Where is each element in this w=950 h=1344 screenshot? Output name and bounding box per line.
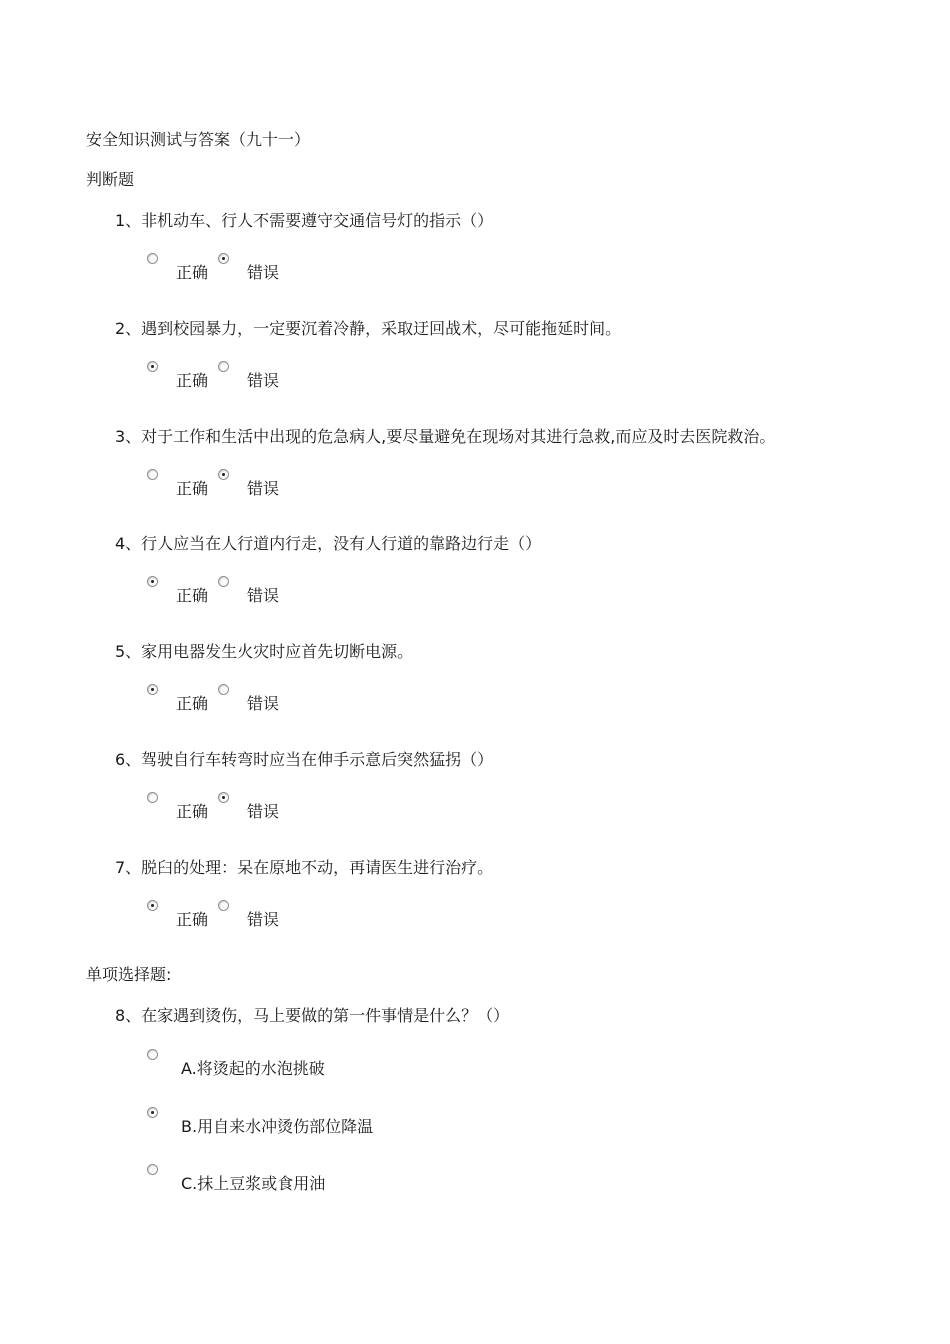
question-5-false-label: 错误 xyxy=(247,694,280,714)
question-8-option-b-label: B.用自来水冲烫伤部位降温 xyxy=(181,1116,374,1136)
section-heading-single-choice: 单项选择题: xyxy=(86,965,172,984)
question-3-false-radio[interactable] xyxy=(218,469,229,480)
question-8-option-a-radio[interactable] xyxy=(147,1049,158,1060)
question-7-true-label: 正确 xyxy=(176,909,209,929)
question-7-false-radio[interactable] xyxy=(218,900,229,911)
question-8-option-b-radio[interactable] xyxy=(147,1107,158,1118)
question-4-true-radio[interactable] xyxy=(147,576,158,587)
question-1-true-label: 正确 xyxy=(176,263,209,282)
question-4-text: 4、行人应当在人行道内行走，没有人行道的靠路边行走（） xyxy=(115,534,542,554)
question-1-false-label: 错误 xyxy=(247,263,280,282)
question-6-false-label: 错误 xyxy=(247,802,280,821)
question-3-true-label: 正确 xyxy=(176,478,209,498)
question-2-text: 2、遇到校园暴力，一定要沉着冷静，采取迂回战术，尽可能拖延时间。 xyxy=(115,318,622,338)
question-7-true-radio[interactable] xyxy=(147,900,158,911)
question-3-false-label: 错误 xyxy=(247,478,280,498)
question-5-true-label: 正确 xyxy=(176,694,209,714)
question-3-true-radio[interactable] xyxy=(147,469,158,480)
question-5-false-radio[interactable] xyxy=(218,684,229,695)
question-6-true-radio[interactable] xyxy=(147,792,158,803)
question-8-text: 8、在家遇到烫伤，马上要做的第一件事情是什么？（） xyxy=(115,1006,510,1025)
question-6-text: 6、驾驶自行车转弯时应当在伸手示意后突然猛拐（） xyxy=(115,750,494,769)
question-8-option-c-radio[interactable] xyxy=(147,1164,158,1175)
question-3-text: 3、对于工作和生活中出现的危急病人,要尽量避免在现场对其进行急救,而应及时去医院救治。 xyxy=(115,426,776,446)
question-4-true-label: 正确 xyxy=(176,586,209,606)
question-7-text: 7、脱臼的处理：呆在原地不动，再请医生进行治疗。 xyxy=(115,857,494,877)
question-2-true-label: 正确 xyxy=(176,370,209,390)
question-4-false-radio[interactable] xyxy=(218,576,229,587)
page-title: 安全知识测试与答案（九十一） xyxy=(86,130,311,149)
question-2-true-radio[interactable] xyxy=(147,361,158,372)
question-1-true-radio[interactable] xyxy=(147,253,158,264)
question-1-text: 1、非机动车、行人不需要遵守交通信号灯的指示（） xyxy=(115,211,494,230)
question-7-false-label: 错误 xyxy=(247,909,280,929)
question-8-option-a-label: A.将烫起的水泡挑破 xyxy=(181,1059,325,1078)
question-6-false-radio[interactable] xyxy=(218,792,229,803)
question-2-false-label: 错误 xyxy=(247,370,280,390)
section-heading-judge: 判断题 xyxy=(86,170,135,189)
question-8-option-c-label: C.抹上豆浆或食用油 xyxy=(181,1174,326,1193)
question-5-text: 5、家用电器发生火灾时应首先切断电源。 xyxy=(115,642,414,662)
question-2-false-radio[interactable] xyxy=(218,361,229,372)
question-6-true-label: 正确 xyxy=(176,802,209,821)
question-4-false-label: 错误 xyxy=(247,586,280,606)
question-1-false-radio[interactable] xyxy=(218,253,229,264)
question-5-true-radio[interactable] xyxy=(147,684,158,695)
